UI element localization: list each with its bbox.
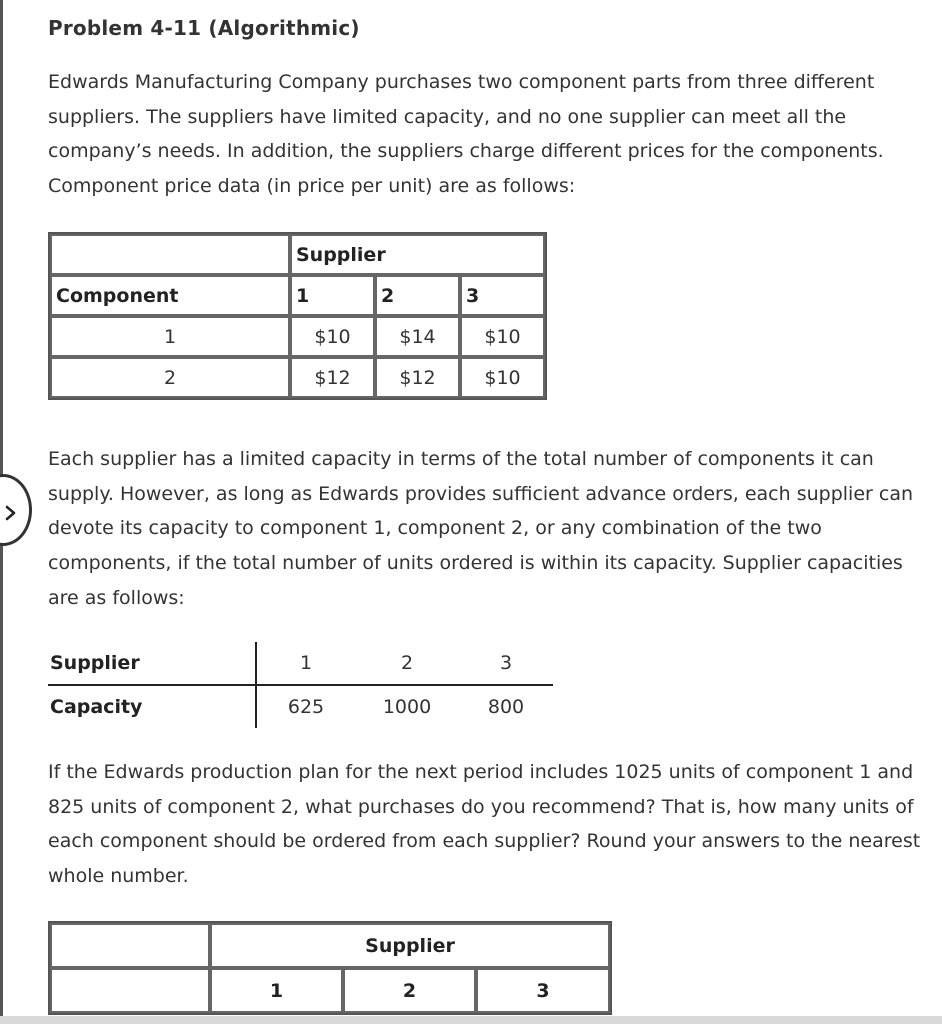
price-table-row: [50, 357, 545, 398]
capacity-table: [48, 642, 553, 728]
price-table-cell: $10: [290, 316, 375, 357]
price-table-cell: $14: [375, 316, 460, 357]
capacity-paragraph: Each supplier has a limited capacity in terms of the total number of components it can supply. However, as long as Edwards provides sufficient advance orders, each supplier can devote its capacity to component 1, component 2, or any combination of the two components, if the total number of units ordered is within its capacity. Supplier capacities are as follows:: [48, 448, 914, 609]
capacity-table-value: 1000: [382, 696, 432, 718]
intro-paragraph: Edwards Manufacturing Company purchases two component parts from three different suppliers. The suppliers have limited capacity, and no one supplier can meet all the company’s needs. In addition, the suppliers charge different prices for the components. Component price data (in price per unit) are as follows:: [48, 71, 884, 198]
chevron-right-icon: [5, 505, 17, 521]
question-paragraph: If the Edwards production plan for the next period includes 1025 units of component 1 and 825 units of component 2, what purchases do you recommend? That is, how many units of each component should be ordered from each supplier? Round your answers to the nearest whole number.: [48, 761, 921, 888]
price-table-corner: [50, 234, 290, 275]
answer-table: [48, 921, 612, 1015]
price-table-supplier-header: Supplier: [290, 234, 545, 275]
price-table-supplier-number: 2: [375, 275, 460, 316]
price-table-cell: $12: [290, 357, 375, 398]
price-table-supplier-number: 1: [290, 275, 375, 316]
capacity-table-value: 800: [487, 696, 525, 718]
answer-table-supplier-number: 3: [476, 968, 610, 1013]
capacity-table-value: 625: [287, 696, 325, 718]
capacity-table-capacity-label: Capacity: [48, 685, 256, 728]
price-table-component-header: Component: [50, 275, 290, 316]
price-table: [48, 232, 547, 400]
price-table-row: [50, 316, 545, 357]
expand-panel-button[interactable]: [0, 474, 32, 546]
answer-table-supplier-number: 1: [210, 968, 343, 1013]
price-table-component: 1: [50, 316, 290, 357]
capacity-table-supplier: 2: [355, 642, 459, 685]
capacity-table-supplier: 1: [256, 642, 355, 685]
capacity-table-supplier-label: Supplier: [48, 642, 256, 685]
price-table-component: 2: [50, 357, 290, 398]
price-table-cell: $12: [375, 357, 460, 398]
answer-table-supplier-number: 2: [343, 968, 476, 1013]
answer-table-supplier-header: Supplier: [210, 923, 610, 968]
capacity-table-supplier: 3: [459, 642, 553, 685]
price-table-supplier-number: 3: [460, 275, 545, 316]
answer-table-row-label: [50, 968, 210, 1013]
answer-table-corner: [50, 923, 210, 968]
problem-title: Problem 4-11 (Algorithmic): [48, 16, 360, 40]
price-table-cell: $10: [460, 316, 545, 357]
bottom-scrollbar[interactable]: [0, 1016, 942, 1024]
price-table-cell: $10: [460, 357, 545, 398]
